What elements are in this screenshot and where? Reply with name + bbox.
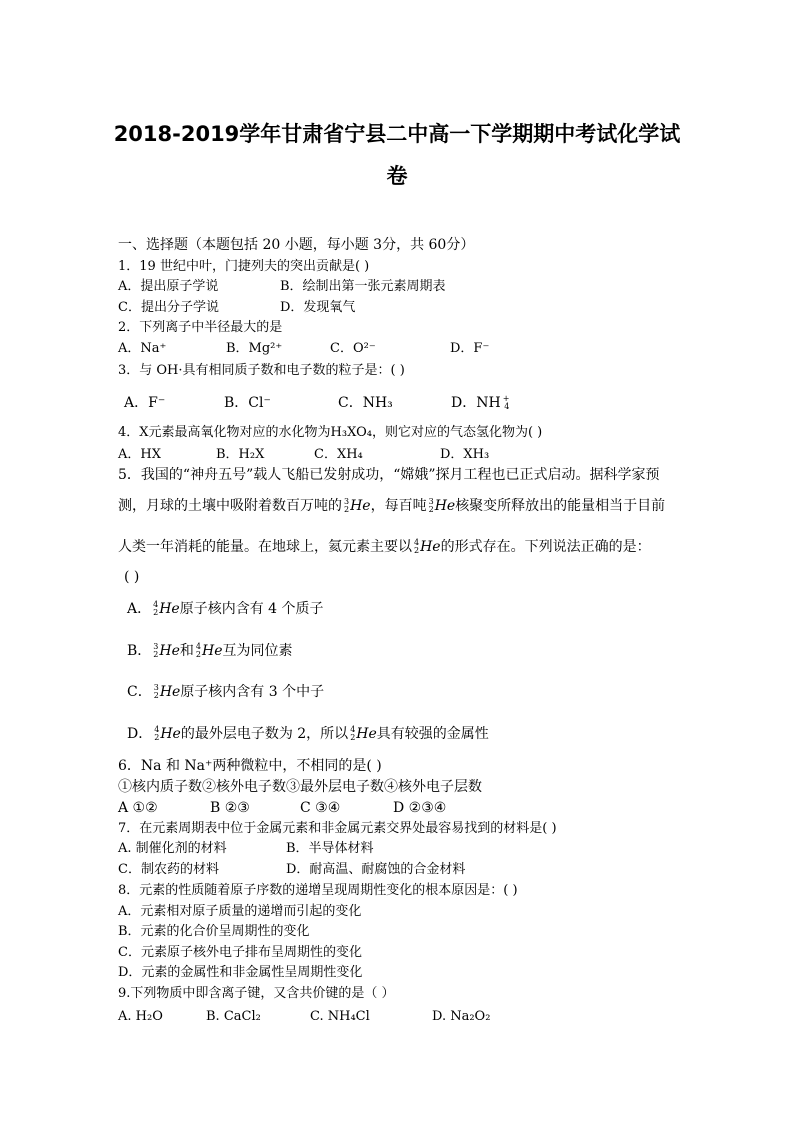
q5-line3-b: 的形式存在。下列说法正确的是： xyxy=(440,539,651,555)
q3-option-d xyxy=(451,394,510,412)
exam-title-line1: 2018-2019学年甘肃省宁县二中高一下学期期中考试化学试 xyxy=(113,122,681,146)
isotope-he4-label: 4 2 xyxy=(153,600,159,617)
q6-stem: 6．Na 和 Na⁺两种微粒中，不相同的是( ) xyxy=(118,758,382,774)
he-symbol: He xyxy=(159,601,180,617)
q2-option-b: B．Mg²⁺ xyxy=(226,341,283,356)
q5-option-a-text: 原子核内含有 4 个质子 xyxy=(179,601,324,617)
isotope-he4-label: 4 2 xyxy=(350,725,356,742)
q3-option-d-text: D．NH xyxy=(451,395,501,411)
q5-answer-bracket: ( ) xyxy=(124,569,140,585)
isotope-he4-label: 4 2 xyxy=(414,538,420,555)
q3-option-c: C．NH₃ xyxy=(338,395,393,411)
he-symbol: He xyxy=(159,684,181,700)
q7-option-b: B．半导体材料 xyxy=(286,841,374,856)
exam-title-line2: 卷 xyxy=(386,164,408,188)
q8-option-a: A．元素相对原子质量的递增而引起的变化 xyxy=(118,904,362,919)
ammonium-charge: + 4 xyxy=(502,394,510,411)
q5-option-d-mid: 的最外层电子数为 2，所以 xyxy=(180,726,349,742)
q6-items: ①核内质子数②核外电子数③最外层电子数④核外电子层数 xyxy=(118,779,482,795)
q4-option-a: A．HX xyxy=(118,447,161,462)
q5-option-b-letter: B． xyxy=(127,643,152,659)
isotope-he4-label: 4 2 xyxy=(195,642,201,659)
he-symbol: He xyxy=(434,498,456,514)
q9-option-d: D. Na₂O₂ xyxy=(432,1009,491,1024)
q1-option-c: C．提出分子学说 xyxy=(118,300,219,315)
q5-line2-a: 测，月球的土壤中吸附着数百万吨的 xyxy=(118,498,342,514)
he-symbol: He xyxy=(420,539,441,555)
q5-line2-c: 核聚变所释放出的能量相当于目前 xyxy=(455,498,666,514)
q9-stem: 9.下列物质中即含离子键，又含共价键的是（ ） xyxy=(118,986,395,1001)
q5-option-b-text: 互为同位素 xyxy=(222,643,293,659)
q9-option-a: A. H₂O xyxy=(118,1009,163,1024)
q4-option-c: C．XH₄ xyxy=(314,447,363,462)
q2-option-a: A．Na⁺ xyxy=(118,341,167,356)
he-symbol: He xyxy=(356,726,377,742)
q8-option-d: D．元素的金属性和非金属性呈周期性变化 xyxy=(118,965,363,980)
q5-option-c-letter: C． xyxy=(127,684,152,700)
q5-option-a xyxy=(127,600,324,618)
q2-option-d: D．F⁻ xyxy=(450,341,490,356)
q5-option-b xyxy=(127,642,292,660)
q6-option-b: B ②③ xyxy=(210,800,250,816)
isotope-he4-label: 4 2 xyxy=(154,725,160,742)
q1-option-b: B．绘制出第一张元素周期表 xyxy=(280,279,446,294)
q6-option-d: D ②③④ xyxy=(393,800,447,816)
isotope-he3-label: 3 2 xyxy=(344,497,350,514)
isotope-he3-label: 3 2 xyxy=(428,497,434,514)
q9-option-b: B. CaCl₂ xyxy=(206,1009,261,1024)
q5-option-d-letter: D． xyxy=(127,726,153,742)
q9-option-c: C. NH₄Cl xyxy=(310,1009,370,1024)
q3-option-b: B．Cl⁻ xyxy=(224,395,271,411)
q1-option-d: D．发现氧气 xyxy=(280,300,356,315)
q3-stem: 3．与 OH·具有相同质子数和电子数的粒子是：( ) xyxy=(118,363,405,378)
q2-option-c: C．O²⁻ xyxy=(330,341,376,356)
q8-option-b: B．元素的化合价呈周期性的变化 xyxy=(118,924,310,939)
q1-option-a: A．提出原子学说 xyxy=(118,279,219,294)
he-symbol: He xyxy=(159,643,180,659)
q4-option-b: B．H₂X xyxy=(216,447,265,462)
q8-option-c: C．元素原子核外电子排布呈周期性的变化 xyxy=(118,945,362,960)
q7-option-a: A. 制催化剂的材料 xyxy=(118,841,227,856)
q5-line2 xyxy=(118,497,665,515)
q5-line1: 5．我国的“神舟五号”载人飞船已发射成功，“嫦娥”探月工程也已正式启动。据科学家预 xyxy=(118,467,660,483)
isotope-he3-label: 3 2 xyxy=(153,642,159,659)
q5-option-d-text: 具有较强的金属性 xyxy=(376,726,489,742)
q8-stem: 8．元素的性质随着原子序数的递增呈现周期性变化的根本原因是：( ) xyxy=(118,883,518,898)
he-symbol: He xyxy=(201,643,223,659)
he-symbol: He xyxy=(160,726,181,742)
q1-stem: 1．19 世纪中叶，门捷列夫的突出贡献是( ) xyxy=(118,259,370,274)
q7-stem: 7．在元素周期表中位于金属元素和非金属元素交界处最容易找到的材料是( ) xyxy=(118,821,557,836)
q6-option-c: C ③④ xyxy=(300,800,341,816)
q7-option-d: D．耐高温、耐腐蚀的合金材料 xyxy=(286,862,466,877)
q7-option-c: C．制农药的材料 xyxy=(118,862,219,877)
q4-option-d: D．XH₃ xyxy=(440,447,490,462)
he-symbol: He xyxy=(350,498,371,514)
q5-option-c-text: 原子核内含有 3 个中子 xyxy=(180,684,325,700)
q5-line3 xyxy=(118,538,651,556)
q6-option-a: A ①② xyxy=(118,800,158,816)
q5-option-a-letter: A． xyxy=(127,601,152,617)
q5-option-b-and: 和 xyxy=(179,643,194,659)
q5-line3-a: 人类一年消耗的能量。在地球上，氦元素主要以 xyxy=(118,539,412,555)
q4-stem: 4．X元素最高氧化物对应的水化物为H₃XO₄，则它对应的气态氢化物为( ) xyxy=(118,425,543,440)
q5-line2-b: ，每百吨 xyxy=(370,498,427,514)
q2-stem: 2．下列离子中半径最大的是 xyxy=(118,320,283,335)
q3-option-a: A．F⁻ xyxy=(124,395,166,411)
isotope-he3-label: 3 2 xyxy=(153,683,159,700)
q5-option-d xyxy=(127,725,489,743)
section-heading: 一、选择题（本题包括 20 小题，每小题 3分，共 60分） xyxy=(118,237,475,253)
q5-option-c xyxy=(127,683,324,701)
